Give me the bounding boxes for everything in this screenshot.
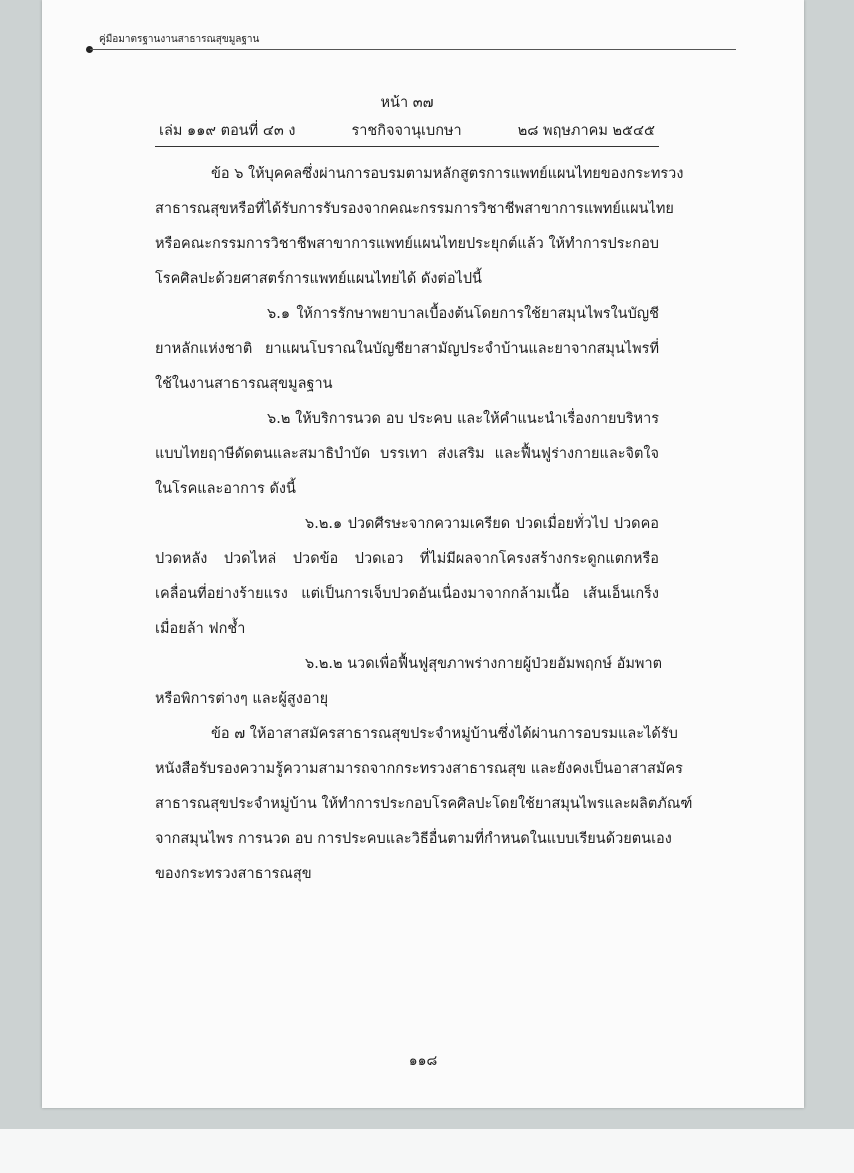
viewer-bottom-area <box>0 1129 854 1173</box>
gazette-header <box>155 116 659 147</box>
text-line: หรือพิการต่างๆ และผู้สูงอายุ <box>155 691 329 707</box>
legal-text <box>155 157 693 892</box>
text-line: หนังสือรับรองความรู้ความสามารถจากกระทรวงสาธารณสุข และยังคงเป็นอาสาสมัคร <box>155 761 683 777</box>
gazette-date: ๒๘ พฤษภาคม ๒๕๔๕ <box>517 123 655 139</box>
text-line: จากสมุนไพร การนวด อบ การประคบและวิธีอื่นตามที่กำหนดในแบบเรียนด้วยตนเอง <box>155 831 672 847</box>
text-line: แบบไทยฤาษีดัดตนและสมาธิบำบัด บรรเทา ส่งเสริม และฟื้นฟูร่างกายและจิตใจ <box>155 446 659 462</box>
page-number: ๑๑๘ <box>408 1053 438 1069</box>
text-line: ข้อ ๗ ให้อาสาสมัครสาธารณสุขประจำหมู่บ้านซึ่งได้ผ่านการอบรมและได้รับ <box>211 726 678 742</box>
text-line: ข้อ ๖ ให้บุคคลซึ่งผ่านการอบรมตามหลักสูตรการแพทย์แผนไทยของกระทรวง <box>211 166 684 182</box>
text-line: สาธารณสุขประจำหมู่บ้าน ให้ทำการประกอบโรคศิลปะโดยใช้ยาสมุนไพรและผลิตภัณฑ์ <box>155 796 693 812</box>
text-line: ๖.๒.๒ นวดเพื่อฟื้นฟูสุขภาพร่างกายผู้ป่วยอัมพฤกษ์ อัมพาต <box>305 656 663 672</box>
text-line: ๖.๑ ให้การรักษาพยาบาลเบื้องต้นโดยการใช้ยาสมุนไพรในบัญชี <box>267 306 659 322</box>
text-line: ๖.๒.๑ ปวดศีรษะจากความเครียด ปวดเมื่อยทั่วไป ปวดคอ <box>305 516 659 532</box>
gazette-page-label: หน้า ๓๗ <box>380 95 434 111</box>
text-line: สาธารณสุขหรือที่ได้รับการรับรองจากคณะกรรมการวิชาชีพสาขาการแพทย์แผนไทย <box>155 201 674 217</box>
header-rule <box>90 49 736 50</box>
text-line: เมื่อยล้า ฟกช้ำ <box>155 621 246 637</box>
text-line: หรือคณะกรรมการวิชาชีพสาขาการแพทย์แผนไทยประยุกต์แล้ว ให้ทำการประกอบ <box>155 236 659 252</box>
text-line: ยาหลักแห่งชาติ ยาแผนโบราณในบัญชียาสามัญประจำบ้านและยาจากสมุนไพรที่ <box>155 341 659 357</box>
document-page <box>42 0 804 1108</box>
gazette-volume: เล่ม ๑๑๙ ตอนที่ ๔๓ ง <box>159 123 296 139</box>
text-line: ในโรคและอาการ ดังนี้ <box>155 481 296 497</box>
text-line: ของกระทรวงสาธารณสุข <box>155 866 312 882</box>
text-line: เคลื่อนที่อย่างร้ายแรง แต่เป็นการเจ็บปวดอันเนื่องมาจากกล้ามเนื้อ เส้นเอ็นเกร็ง <box>155 586 659 602</box>
text-line: โรคศิลปะด้วยศาสตร์การแพทย์แผนไทยได้ ดังต่อไปนี้ <box>155 271 482 287</box>
gazette-publication: ราชกิจจานุเบกษา <box>351 123 462 139</box>
text-line: ปวดหลัง ปวดไหล่ ปวดข้อ ปวดเอว ที่ไม่มีผลจากโครงสร้างกระดูกแตกหรือ <box>155 551 659 567</box>
text-line: ใช้ในงานสาธารณสุขมูลฐาน <box>155 376 333 392</box>
running-header: คู่มือมาตรฐานงานสาธารณสุขมูลฐาน <box>99 34 260 45</box>
text-line: ๖.๒ ให้บริการนวด อบ ประคบ และให้คำแนะนำเรื่องกายบริหาร <box>267 411 659 427</box>
document-body <box>155 90 693 892</box>
